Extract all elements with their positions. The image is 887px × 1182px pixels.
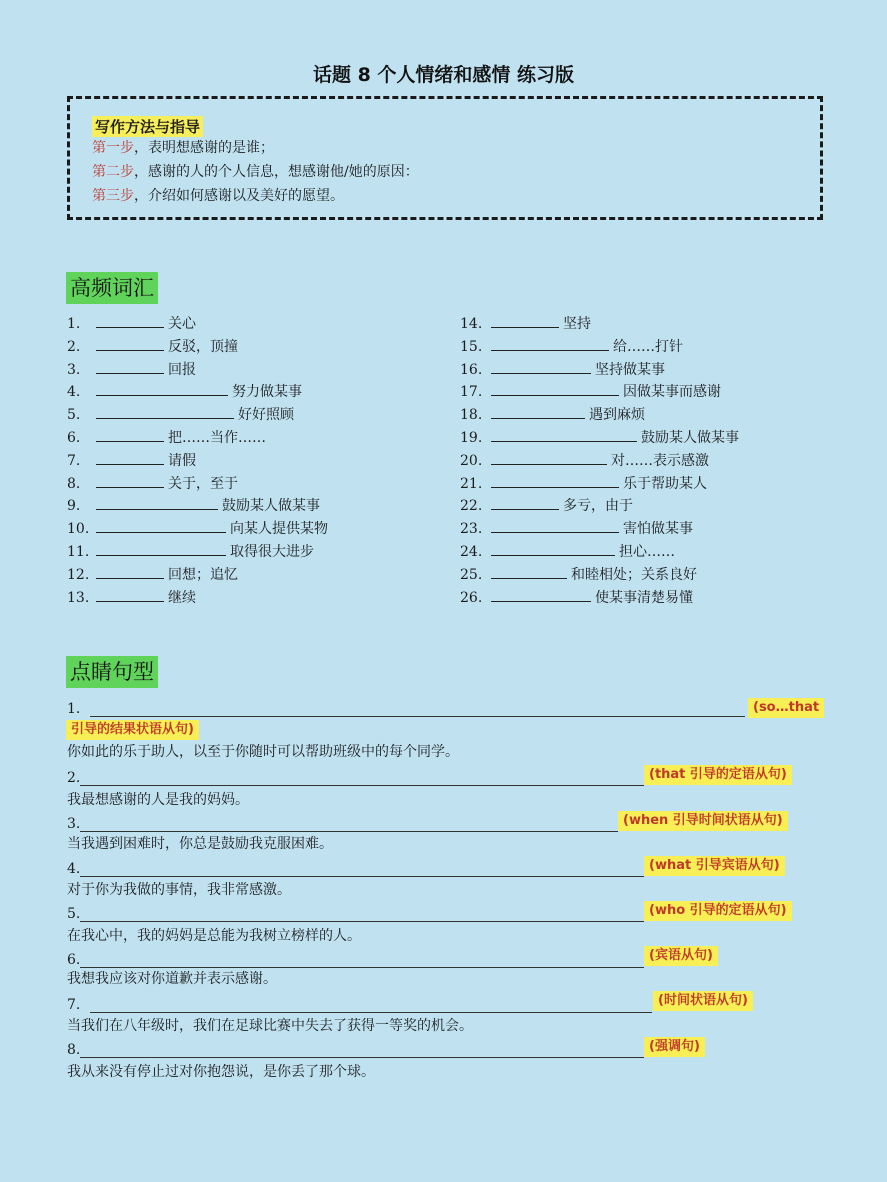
grammar-hint: (so…that [748, 698, 824, 718]
vocab-number: 20. [460, 452, 483, 469]
grammar-hint: (宾语从句) [644, 946, 718, 966]
vocab-answer-blank[interactable] [491, 565, 567, 579]
vocab-number: 19. [460, 430, 483, 446]
vocab-answer-blank[interactable] [491, 405, 585, 419]
grammar-hint-continued: 引导的结果状语从句) [66, 720, 199, 740]
vocab-meaning: 乐于帮助某人 [623, 475, 707, 492]
sentence-chinese-prompt: 你如此的乐于助人，以至于你随时可以帮助班级中的每个同学。 [67, 744, 459, 760]
vocab-item-left [67, 519, 328, 539]
vocab-answer-blank[interactable] [491, 451, 607, 465]
vocab-meaning: 使某事清楚易懂 [595, 589, 693, 606]
vocab-number: 1. [67, 316, 81, 332]
vocab-number: 25. [460, 566, 483, 583]
sentence-answer-line[interactable] [80, 785, 644, 786]
vocab-meaning: 和睦相处；关系良好 [571, 566, 697, 583]
guide-step-label: 第三步 [92, 188, 134, 204]
vocab-answer-blank[interactable] [96, 542, 226, 556]
sentence-answer-line[interactable] [80, 921, 644, 922]
sentence-chinese-prompt: 在我心中，我的妈妈是总能为我树立榜样的人。 [67, 928, 361, 944]
sentence-chinese-prompt: 当我们在八年级时，我们在足球比赛中失去了获得一等奖的机会。 [67, 1018, 473, 1034]
sentence-chinese-prompt: 对于你为我做的事情，我非常感激。 [67, 882, 291, 898]
sentence-chinese-prompt: 我最想感谢的人是我的妈妈。 [67, 792, 249, 808]
vocab-meaning: 把……当作…… [168, 430, 266, 446]
vocab-meaning: 对……表示感激 [611, 452, 709, 469]
vocab-number: 18. [460, 407, 483, 424]
vocab-number: 23. [460, 521, 483, 538]
vocab-meaning: 关于，至于 [168, 475, 238, 492]
guide-step-text: ，介绍如何感谢以及美好的愿望。 [134, 188, 344, 204]
vocab-meaning: 向某人提供某物 [230, 521, 328, 538]
guide-step-1 [92, 138, 274, 158]
guide-step-3 [92, 186, 344, 206]
vocab-meaning: 因做某事而感谢 [623, 384, 721, 401]
vocab-item-right [460, 542, 675, 562]
vocab-section-heading: 高频词汇 [66, 272, 158, 304]
vocab-number: 17. [460, 384, 483, 401]
grammar-hint: (who 引导的定语从句) [644, 901, 792, 921]
vocab-answer-blank[interactable] [96, 314, 164, 328]
vocab-answer-blank[interactable] [96, 588, 164, 602]
vocab-meaning: 遇到麻烦 [589, 407, 645, 424]
vocab-answer-blank[interactable] [491, 474, 619, 488]
vocab-number: 3. [67, 361, 81, 378]
vocab-answer-blank[interactable] [491, 428, 637, 442]
vocab-number: 21. [460, 475, 483, 492]
sentence-number: 7. [67, 997, 81, 1013]
vocab-item-left [67, 337, 238, 357]
vocab-item-right [460, 565, 697, 585]
sentence-chinese-prompt: 我想我应该对你道歉并表示感谢。 [67, 971, 277, 987]
vocab-answer-blank[interactable] [491, 337, 609, 351]
vocab-item-left [67, 565, 238, 585]
vocab-number: 4. [67, 384, 81, 401]
vocab-meaning: 回想；追忆 [168, 566, 238, 583]
vocab-number: 24. [460, 544, 483, 560]
vocab-answer-blank[interactable] [96, 337, 164, 351]
vocab-item-right [460, 588, 693, 608]
sentence-number: 1. [67, 701, 81, 717]
vocab-item-right [460, 428, 739, 448]
page-title: 话题 8 个人情绪和感情 练习版 [312, 64, 575, 86]
sentence-chinese-prompt: 我从来没有停止过对你抱怨说，是你丢了那个球。 [67, 1064, 375, 1080]
grammar-hint: (时间状语从句) [653, 991, 753, 1011]
sentence-answer-line[interactable] [80, 1057, 644, 1058]
vocab-meaning: 回报 [168, 361, 196, 378]
vocab-number: 7. [67, 452, 81, 469]
vocab-meaning: 努力做某事 [232, 384, 302, 401]
vocab-number: 11. [67, 544, 90, 560]
vocab-meaning: 好好照顾 [238, 407, 294, 424]
grammar-hint: (that 引导的定语从句) [644, 765, 792, 785]
guide-step-text: ，感谢的人的个人信息，想感谢他/她的原因： [134, 164, 419, 180]
sentence-answer-line[interactable] [80, 967, 644, 968]
writing-guide-heading: 写作方法与指导 [92, 116, 203, 137]
vocab-item-left [67, 588, 196, 608]
vocab-number: 22. [460, 498, 483, 515]
vocab-item-right [460, 314, 591, 334]
vocab-number: 8. [67, 475, 81, 492]
vocab-meaning: 请假 [168, 452, 196, 469]
vocab-item-left [67, 382, 302, 402]
vocab-item-right [460, 405, 645, 425]
vocab-number: 2. [67, 338, 81, 355]
sentence-answer-line[interactable] [90, 716, 745, 717]
vocab-item-left [67, 496, 320, 516]
vocab-item-right [460, 337, 683, 357]
sentence-number: 2. [67, 770, 81, 786]
vocab-number: 6. [67, 430, 81, 446]
vocab-item-right [460, 519, 693, 539]
vocab-item-left [67, 360, 196, 380]
vocab-meaning: 鼓励某人做某事 [641, 430, 739, 446]
vocab-meaning: 给……打针 [613, 338, 683, 355]
vocab-number: 12. [67, 566, 90, 583]
sentence-number: 4. [67, 861, 81, 877]
vocab-meaning: 关心 [168, 316, 196, 332]
guide-step-text: ，表明想感谢的是谁； [134, 140, 274, 156]
vocab-answer-blank[interactable] [96, 405, 234, 419]
vocab-item-right [460, 360, 665, 380]
guide-step-2 [92, 162, 419, 182]
sentence-number: 8. [67, 1042, 81, 1058]
vocab-item-right [460, 382, 721, 402]
sentence-number: 6. [67, 952, 81, 968]
vocab-answer-blank[interactable] [491, 382, 619, 396]
vocab-meaning: 继续 [168, 589, 196, 606]
sentence-answer-line[interactable] [80, 876, 644, 877]
vocab-answer-blank[interactable] [96, 474, 164, 488]
sentence-answer-line[interactable] [90, 1012, 652, 1013]
vocab-number: 16. [460, 361, 483, 378]
vocab-meaning: 鼓励某人做某事 [222, 498, 320, 515]
vocab-meaning: 多亏，由于 [563, 498, 633, 515]
sentence-chinese-prompt: 当我遇到困难时，你总是鼓励我克服困难。 [67, 836, 333, 852]
vocab-item-right [460, 451, 709, 471]
vocab-item-left [67, 451, 196, 471]
vocab-answer-blank[interactable] [96, 496, 218, 510]
vocab-item-left [67, 314, 196, 334]
vocab-meaning: 害怕做某事 [623, 521, 693, 538]
vocab-item-right [460, 474, 707, 494]
sentence-number: 3. [67, 816, 81, 832]
vocab-answer-blank[interactable] [96, 451, 164, 465]
vocab-number: 26. [460, 589, 483, 606]
guide-step-label: 第一步 [92, 140, 134, 156]
vocab-answer-blank[interactable] [96, 360, 164, 374]
vocab-answer-blank[interactable] [96, 428, 164, 442]
sentence-number: 5. [67, 906, 81, 922]
vocab-number: 15. [460, 338, 483, 355]
vocab-answer-blank[interactable] [491, 314, 559, 328]
vocab-number: 13. [67, 589, 90, 606]
vocab-answer-blank[interactable] [491, 542, 615, 556]
vocab-answer-blank[interactable] [491, 588, 591, 602]
guide-step-label: 第二步 [92, 164, 134, 180]
vocab-item-left [67, 428, 266, 448]
vocab-answer-blank[interactable] [491, 496, 559, 510]
vocab-item-left [67, 542, 314, 562]
vocab-answer-blank[interactable] [96, 382, 228, 396]
vocab-answer-blank[interactable] [491, 360, 591, 374]
vocab-meaning: 担心…… [619, 544, 675, 560]
vocab-number: 9. [67, 498, 81, 515]
sentence-section-heading: 点睛句型 [66, 656, 158, 688]
grammar-hint: (强调句) [644, 1037, 705, 1057]
vocab-meaning: 取得很大进步 [230, 544, 314, 560]
vocab-answer-blank[interactable] [491, 519, 619, 533]
vocab-number: 14. [460, 316, 483, 332]
grammar-hint: (what 引导宾语从句) [644, 856, 785, 876]
vocab-answer-blank[interactable] [96, 519, 226, 533]
vocab-number: 10. [67, 521, 90, 538]
vocab-answer-blank[interactable] [96, 565, 164, 579]
vocab-item-left [67, 405, 294, 425]
sentence-answer-line[interactable] [80, 831, 618, 832]
vocab-meaning: 坚持 [563, 316, 591, 332]
vocab-item-left [67, 474, 238, 494]
vocab-item-right [460, 496, 633, 516]
vocab-meaning: 坚持做某事 [595, 361, 665, 378]
vocab-meaning: 反驳，顶撞 [168, 338, 238, 355]
grammar-hint: (when 引导时间状语从句) [618, 811, 788, 831]
vocab-number: 5. [67, 407, 81, 424]
